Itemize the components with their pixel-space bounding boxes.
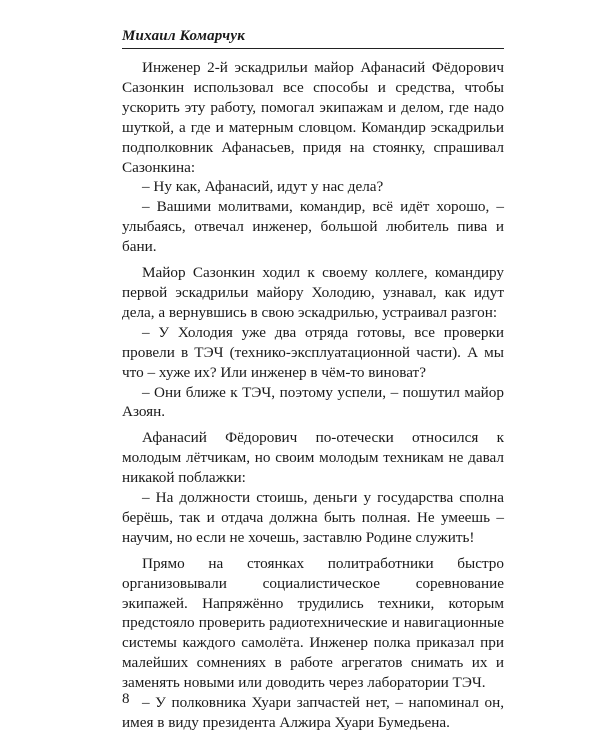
paragraph: – Они ближе к ТЭЧ, поэтому успели, – пошутил майор Азоян.: [122, 383, 504, 421]
header-rule: [122, 48, 504, 49]
body-text: [122, 58, 504, 733]
paragraph: Прямо на стоянках политработники быстро организовывали социалистическое соревнование экипажей. Напряжённо трудились техники, которым предстояло проверить радиотехнические и навигационные системы каждого самолёта. Инженер полка приказал при малейших сомнениях в работе агрегатов снимать их и заменять новыми или доводить через лаборатории ТЭЧ.: [122, 554, 504, 692]
paragraph: – На должности стоишь, деньги у государства сполна берёшь, так и отдача должна быть полная. Не умеешь – научим, но если не хочешь, заставлю Родине служить!: [122, 489, 504, 546]
running-header: [122, 27, 504, 49]
paragraph: – У полковника Хуари запчастей нет, – напоминал он, имея в виду президента Алжира Хуари Бумедьена.: [122, 694, 504, 731]
paragraph: – Вашими молитвами, командир, всё идёт хорошо, – улыбаясь, отвечал инженер, большой любитель пива и бани.: [122, 198, 504, 256]
paragraph: – Ну как, Афанасий, идут у нас дела?: [142, 178, 384, 196]
paragraph: Инженер 2-й эскадрильи майор Афанасий Фёдорович Сазонкин использовал все способы и средства, чтобы ускорить эту работу, помогал экипажам и делом, где надо шуткой, а где и матерным словцом. Командир эскадрильи подполковник Афанасьев, придя на стоянку, спрашивал Сазонкина:: [122, 59, 504, 176]
paragraph: – У Холодия уже два отряда готовы, все проверки провели в ТЭЧ (технико-эксплуатационной части). А мы что – хуже их? Или инженер в чём-то виноват?: [122, 323, 504, 381]
header-author: Михаил Комарчук: [122, 28, 246, 44]
paragraph: Афанасий Фёдорович по-отечески относился к молодым лётчикам, но своим молодым техникам не давал никакой поблажки:: [122, 429, 504, 487]
paragraph: Майор Сазонкин ходил к своему коллеге, командиру первой эскадрильи майору Холодию, узнавал, как идут дела, а вернувшись в свою эскадрилью, устраивал разгон:: [122, 264, 504, 321]
page-number: 8: [122, 691, 130, 707]
